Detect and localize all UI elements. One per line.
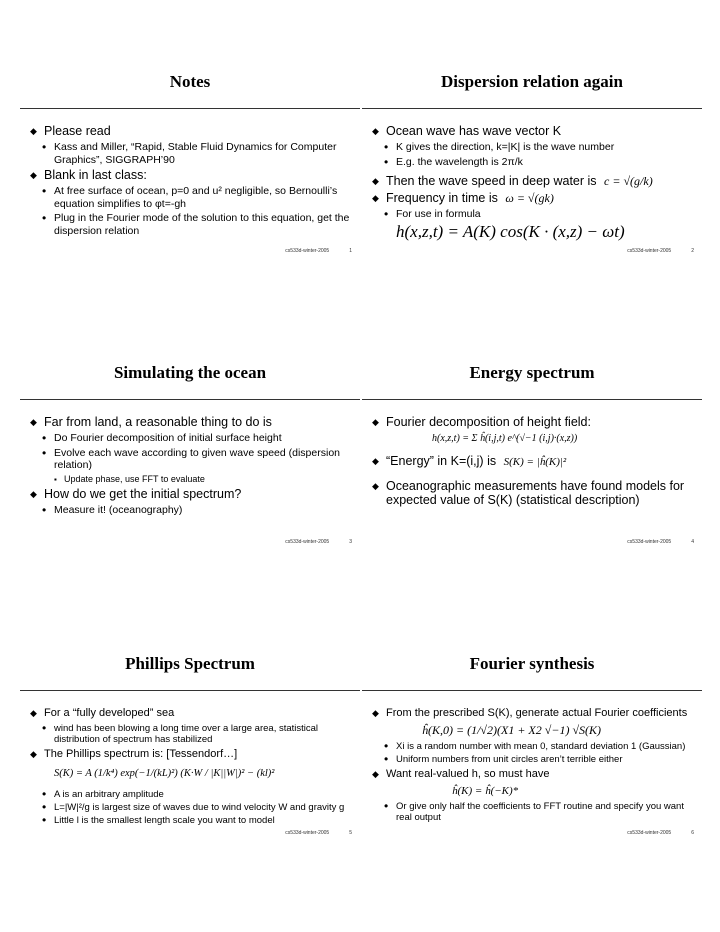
slide-title: Phillips Spectrum (125, 654, 255, 673)
height-field-formula: h(x,z,t) = Σ ĥ(i,j,t) e^(√−1 (i,j)·(x,z)) (432, 433, 578, 444)
slide-title: Energy spectrum (469, 363, 595, 382)
slide-title: Fourier synthesis (469, 654, 595, 673)
slide-5 (20, 646, 360, 836)
bullet: ◆ Ocean wave has wave vector K (372, 124, 694, 138)
slide-title: Simulating the ocean (113, 363, 267, 382)
footer-label: cs533d-winter-2005 (285, 248, 330, 254)
slide-body (30, 124, 352, 239)
slide-body (30, 415, 352, 518)
sub-bullet: • Do Fourier decomposition of initial surface height (30, 432, 352, 445)
bullet: ◆ The Phillips spectrum is: [Tessendorf…] (30, 747, 352, 761)
wave-speed-formula: c = √(g/k) (604, 174, 653, 188)
real-condition-formula: ĥ(K) = ĥ(−K)* (452, 785, 519, 797)
bullet (372, 454, 694, 469)
slide-body (372, 415, 694, 510)
slide-body (372, 706, 694, 825)
slide-number: 3 (349, 539, 352, 545)
wave-formula: h(x,z,t) = A(K) cos(K · (x,z) − ωt) (396, 221, 625, 241)
slide-number: 4 (691, 539, 694, 545)
slide-4 (362, 355, 702, 545)
sub-bullet: • Measure it! (oceanography) (30, 504, 352, 517)
sub-bullet: • E.g. the wavelength is 2π/k (372, 156, 694, 169)
energy-formula: S(K) = |ĥ(K)|² (503, 456, 567, 468)
synthesis-formula: ĥ(K,0) = (1/√2)(X1 + X2 √−1) √S(K) (422, 723, 602, 737)
slide-title: Notes (169, 72, 211, 91)
sub-bullet: • K gives the direction, k=|K| is the wave number (372, 141, 694, 154)
bullet: ◆ Blank in last class: (30, 168, 352, 182)
slide-footer (285, 830, 352, 836)
slide-number: 5 (349, 830, 352, 836)
bullet (372, 174, 694, 188)
bullet-text: Frequency in time is (386, 191, 498, 205)
footer-label: cs533d-winter-2005 (627, 830, 672, 836)
slide-body (30, 706, 352, 828)
sub-sub-bullet: ▪ Update phase, use FFT to evaluate (30, 474, 352, 485)
title-rule (362, 108, 702, 109)
bullet-text: Then the wave speed in deep water is (386, 174, 597, 188)
bullet: ◆ Want real-valued h, so must have (372, 767, 694, 781)
bullet: ◆ Oceanographic measurements have found models for expected value of S(K) (statistical description) (372, 479, 694, 507)
sub-bullet: • wind has been blowing a long time over a large area, statistical distribution of spectrum has stabilized (30, 723, 352, 745)
slide-6 (362, 646, 702, 836)
bullet: ◆ How do we get the initial spectrum? (30, 487, 352, 501)
sub-bullet: • Uniform numbers from unit circles aren’t terrible either (372, 754, 694, 765)
sub-bullet: • Evolve each wave according to given wave speed (dispersion relation) (30, 447, 352, 472)
sub-bullet: • For use in formula (372, 208, 694, 221)
slide-number: 1 (349, 248, 352, 254)
bullet: ◆ Fourier decomposition of height field: (372, 415, 694, 429)
bullet: ◆ From the prescribed S(K), generate actual Fourier coefficients (372, 706, 694, 720)
sub-bullet: • L=|W|²/g is largest size of waves due to wind velocity W and gravity g (30, 802, 352, 813)
slide-footer (627, 830, 694, 836)
slide-footer (285, 248, 352, 254)
sub-bullet: • Kass and Miller, “Rapid, Stable Fluid Dynamics for Computer Graphics”, SIGGRAPH’90 (30, 141, 352, 166)
bullet: ◆ Please read (30, 124, 352, 138)
sub-bullet: • Xi is a random number with mean 0, standard deviation 1 (Gaussian) (372, 741, 694, 752)
slide-footer (627, 248, 694, 254)
slide-3 (20, 355, 360, 545)
title-rule (20, 108, 360, 109)
bullet-text: “Energy” in K=(i,j) is (386, 454, 497, 468)
sub-bullet: • A is an arbitrary amplitude (30, 789, 352, 800)
slide-1 (20, 64, 360, 254)
title-rule (20, 690, 360, 691)
sub-bullet: • Little l is the smallest length scale you want to model (30, 815, 352, 826)
slide-body (372, 124, 694, 239)
footer-label: cs533d-winter-2005 (285, 539, 330, 545)
slide-number: 6 (691, 830, 694, 836)
bullet: ◆ Far from land, a reasonable thing to do is (30, 415, 352, 429)
frequency-formula: ω = √(gk) (505, 191, 554, 205)
title-rule (20, 399, 360, 400)
slide-title: Dispersion relation again (441, 72, 623, 91)
sub-bullet: • Or give only half the coefficients to FFT routine and specify you want real output (372, 801, 694, 823)
slide-footer (285, 539, 352, 545)
slide-2 (362, 64, 702, 254)
slide-footer (627, 539, 694, 545)
sub-bullet: • Plug in the Fourier mode of the solution to this equation, get the dispersion relation (30, 212, 352, 237)
footer-label: cs533d-winter-2005 (627, 248, 672, 254)
bullet: ◆ For a “fully developed” sea (30, 706, 352, 720)
title-rule (362, 690, 702, 691)
bullet (372, 191, 694, 205)
sub-bullet: • At free surface of ocean, p=0 and u² negligible, so Bernoulli’s equation simplifies to φt=-gh (30, 185, 352, 210)
footer-label: cs533d-winter-2005 (285, 830, 330, 836)
title-rule (362, 399, 702, 400)
slide-number: 2 (691, 248, 694, 254)
phillips-formula: S(K) = A (1/k⁴) exp(−1/(kL)²) (K·W / |K||W|)² − (kl)² (54, 768, 275, 779)
footer-label: cs533d-winter-2005 (627, 539, 672, 545)
